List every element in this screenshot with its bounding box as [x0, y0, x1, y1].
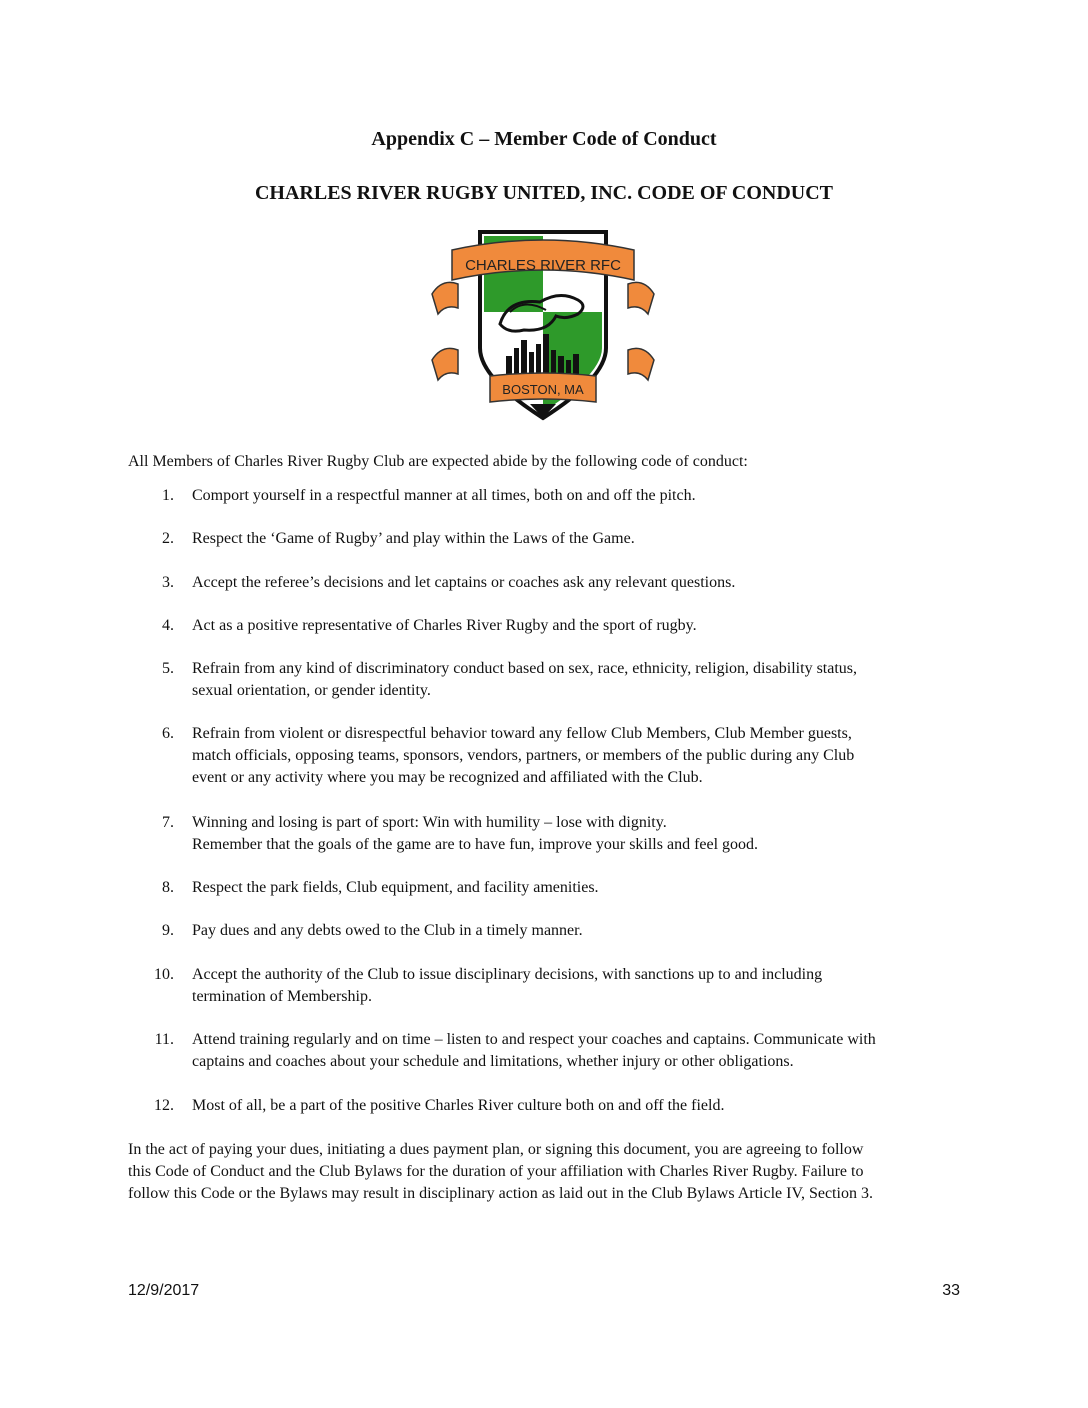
club-logo [428, 228, 658, 422]
list-item-line: Most of all, be a part of the positive Charles River culture both on and off the field. [192, 1097, 725, 1114]
list-item-text [192, 1095, 964, 1117]
list-item-text [192, 615, 964, 637]
list-item-number: 4. [162, 617, 174, 634]
list-item-number: 1. [162, 487, 174, 504]
list-item-number: 8. [162, 879, 174, 896]
list-item-number: 6. [162, 725, 174, 742]
list-item-text [192, 812, 964, 856]
list-item-text [192, 877, 964, 899]
list-item-number: 5. [162, 660, 174, 677]
closing-line: In the act of paying your dues, initiating a dues payment plan, or signing this document, you are agreeing to follow [128, 1141, 864, 1158]
list-item-line: Respect the ‘Game of Rugby’ and play within the Laws of the Game. [192, 530, 635, 547]
list-item-text [192, 528, 964, 550]
list-item-text [192, 485, 964, 507]
list-item-text [192, 920, 964, 942]
list-item-number: 12. [154, 1097, 174, 1114]
list-item-line: match officials, opposing teams, sponsors, vendors, partners, or members of the public during any Club [192, 747, 855, 764]
list-item-line: Refrain from violent or disrespectful behavior toward any fellow Club Members, Club Member guests, [192, 725, 852, 742]
list-item-line: sexual orientation, or gender identity. [192, 682, 431, 699]
list-item-number: 9. [162, 922, 174, 939]
list-item-line: Remember that the goals of the game are to have fun, improve your skills and feel good. [192, 836, 759, 853]
list-item-line: captains and coaches about your schedule and limitations, whether injury or other obligations. [192, 1053, 794, 1070]
list-item-line: Pay dues and any debts owed to the Club in a timely manner. [192, 922, 583, 939]
footer-date: 12/9/2017 [128, 1282, 200, 1299]
list-item-line: Act as a positive representative of Charles River Rugby and the sport of rugby. [192, 617, 697, 634]
appendix-title: Appendix C – Member Code of Conduct [371, 128, 717, 150]
list-item-number: 7. [162, 814, 174, 831]
closing-line: this Code of Conduct and the Club Bylaws for the duration of your affiliation with Charles River Rugby. Failure to [128, 1163, 864, 1180]
list-item-line: Accept the referee’s decisions and let captains or coaches ask any relevant questions. [192, 574, 736, 591]
list-item-line: Refrain from any kind of discriminatory conduct based on sex, race, ethnicity, religion, disability status, [192, 660, 858, 677]
document-title: CHARLES RIVER RUGBY UNITED, INC. CODE OF CONDUCT [254, 182, 834, 204]
list-item-number: 2. [162, 530, 174, 547]
list-item-number: 3. [162, 574, 174, 591]
list-item-number: 11. [154, 1031, 174, 1048]
closing-line: follow this Code or the Bylaws may result in disciplinary action as laid out in the Club Bylaws Article IV, Section 3. [128, 1185, 873, 1202]
list-item-text [192, 1029, 964, 1073]
logo-bottom-banner-text: BOSTON, MA [502, 382, 584, 397]
list-item-number: 10. [154, 966, 174, 983]
list-item-text [192, 572, 964, 594]
intro-paragraph: All Members of Charles River Rugby Club are expected abide by the following code of conduct: [128, 453, 748, 470]
footer-page-number: 33 [942, 1282, 960, 1299]
list-item-text [192, 964, 964, 1008]
list-item-line: Winning and losing is part of sport: Win with humility – lose with dignity. [192, 814, 667, 831]
list-item-line: termination of Membership. [192, 988, 372, 1005]
list-item-line: Attend training regularly and on time – listen to and respect your coaches and captains. Communicate with [192, 1031, 876, 1048]
closing-paragraph [128, 1139, 973, 1205]
logo-top-banner-text: CHARLES RIVER RFC [465, 257, 621, 274]
list-item-line: event or any activity where you may be recognized and affiliated with the Club. [192, 769, 703, 786]
list-item-text [192, 723, 964, 789]
list-item-text [192, 658, 964, 702]
list-item-line: Respect the park fields, Club equipment, and facility amenities. [192, 879, 599, 896]
list-item-line: Comport yourself in a respectful manner at all times, both on and off the pitch. [192, 487, 696, 504]
list-item-line: Accept the authority of the Club to issue disciplinary decisions, with sanctions up to and including [192, 966, 823, 983]
